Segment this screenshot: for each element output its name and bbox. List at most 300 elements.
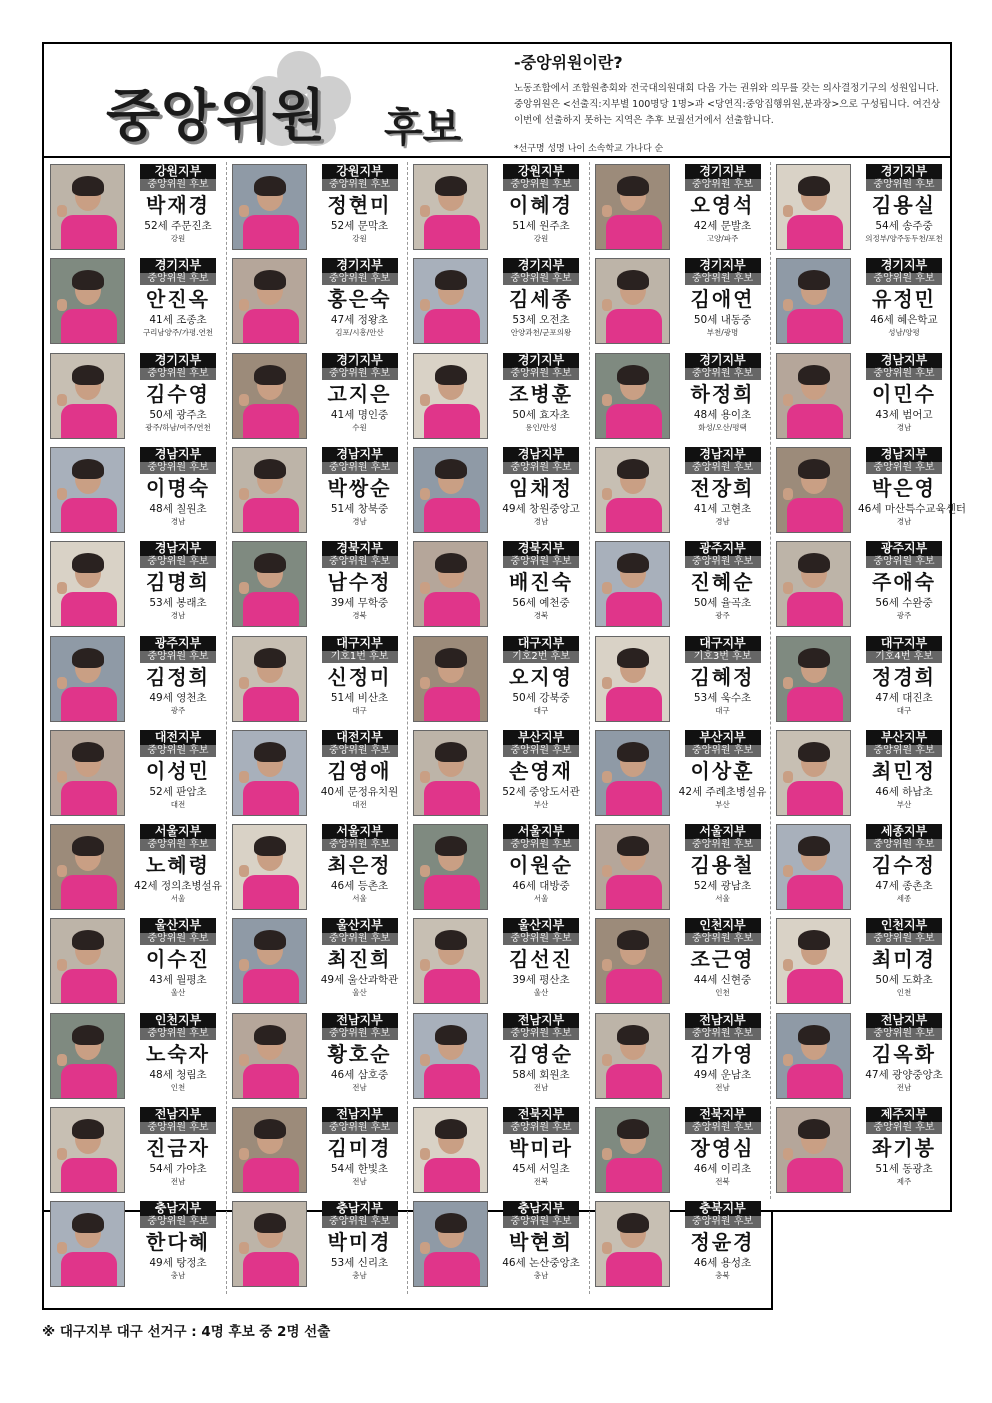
candidate-info [314, 164, 406, 245]
candidate-name: 남수정 [327, 570, 392, 595]
candidate-branch: 인천지부 [685, 918, 761, 933]
candidate-age-school: 41세 조종초 [149, 314, 207, 327]
candidate-photo [232, 164, 307, 250]
candidate-card [772, 1105, 952, 1195]
candidate-region: 전남 [170, 1177, 186, 1186]
candidate-name: 김영애 [327, 758, 392, 783]
candidate-role: 중앙위원 후보 [140, 651, 216, 663]
candidate-card [409, 1105, 589, 1195]
candidate-role: 중앙위원 후보 [140, 462, 216, 474]
candidate-photo [413, 730, 488, 816]
candidate-card [228, 1011, 408, 1101]
candidate-name: 오영석 [690, 193, 755, 217]
candidate-age-school: 47세 정왕초 [330, 314, 389, 327]
candidate-name: 박쌍순 [327, 475, 392, 500]
candidate-role: 중앙위원 후보 [866, 745, 942, 757]
candidate-age-school: 53세 오전초 [512, 314, 570, 327]
candidate-age-school: 54세 가야초 [149, 1163, 207, 1175]
candidate-region: 인천 [715, 988, 730, 998]
candidate-age-school: 52세 광남초 [693, 880, 752, 893]
candidate-info [314, 1013, 406, 1094]
candidate-branch: 경기지부 [685, 258, 761, 273]
candidate-branch: 경기지부 [866, 258, 942, 273]
candidate-role: 중앙위원 후보 [140, 1122, 216, 1134]
candidate-branch: 전남지부 [503, 1013, 579, 1028]
info-heading: -중앙위원이란? [514, 53, 623, 72]
candidate-age-school: 51세 동광초 [875, 1163, 933, 1175]
candidate-name: 박미경 [327, 1230, 392, 1255]
candidate-region: 울산 [533, 988, 549, 998]
candidate-card [772, 916, 952, 1006]
candidate-region: 충북 [715, 1271, 730, 1281]
candidate-name: 고지은 [327, 381, 392, 406]
candidate-card [409, 1199, 589, 1289]
candidate-branch: 경북지부 [503, 541, 579, 556]
candidate-region: 강원 [352, 234, 367, 243]
candidate-photo [776, 824, 851, 910]
candidate-role: 중앙위원 후보 [322, 179, 398, 191]
candidate-card [409, 351, 589, 441]
candidate-card [591, 351, 771, 441]
candidate-info [495, 824, 587, 905]
candidate-branch: 충남지부 [503, 1201, 579, 1216]
candidate-photo [595, 447, 670, 533]
candidate-role: 중앙위원 후보 [322, 839, 398, 851]
candidate-info [495, 258, 587, 339]
candidate-card [46, 1199, 226, 1289]
candidate-info [858, 730, 950, 811]
candidate-role: 중앙위원 후보 [322, 368, 398, 380]
candidate-name: 노혜령 [146, 853, 210, 878]
candidate-name: 김수정 [872, 853, 936, 878]
candidate-branch: 강원지부 [140, 164, 216, 179]
footer-note: ※ 대구지부 대구 선거구 : 4명 후보 중 2명 선출 [42, 1324, 331, 1340]
candidate-name: 진금자 [146, 1136, 210, 1160]
candidate-age-school: 46세 마산특수교육센터 [858, 502, 966, 515]
candidate-branch: 서울지부 [322, 824, 398, 839]
candidate-age-school: 39세 무학중 [330, 597, 389, 610]
candidate-card [46, 162, 226, 252]
candidate-region: 울산 [170, 988, 186, 998]
candidate-info [858, 446, 966, 528]
candidate-branch: 경남지부 [140, 447, 216, 462]
candidate-branch: 충남지부 [322, 1201, 398, 1216]
candidate-branch: 대구지부 [322, 636, 398, 651]
candidate-photo [776, 730, 851, 816]
candidate-name: 김가영 [690, 1041, 755, 1066]
candidate-card [46, 916, 226, 1006]
candidate-age-school: 56세 예천중 [512, 597, 570, 610]
candidate-region: 강원 [533, 234, 549, 243]
candidate-branch: 서울지부 [140, 824, 216, 839]
candidate-name: 전장희 [690, 475, 755, 500]
candidate-card [409, 634, 589, 724]
candidate-branch: 경기지부 [503, 258, 579, 273]
candidate-age-school: 42세 주례초병설유 [678, 785, 767, 798]
candidate-branch: 전남지부 [140, 1107, 216, 1122]
candidate-role: 중앙위원 후보 [322, 933, 398, 945]
candidate-age-school: 50세 광주초 [149, 408, 207, 421]
candidate-branch: 제주지부 [866, 1107, 942, 1122]
candidate-info [858, 824, 950, 905]
candidate-role: 중앙위원 후보 [685, 179, 761, 191]
candidate-branch: 대전지부 [140, 730, 216, 745]
candidate-name: 김선진 [509, 947, 573, 972]
candidate-age-school: 49세 창원중앙고 [502, 502, 580, 515]
candidate-info [677, 353, 769, 434]
candidate-branch: 경기지부 [866, 164, 942, 179]
candidate-info [858, 918, 950, 999]
candidate-card [228, 1199, 408, 1289]
candidate-photo [413, 1107, 488, 1193]
candidate-age-school: 50세 강북중 [512, 691, 570, 704]
candidate-info [677, 918, 769, 999]
candidate-age-school: 53세 신리초 [330, 1257, 389, 1270]
candidate-role: 중앙위원 후보 [322, 1028, 398, 1040]
candidate-region: 전남 [715, 1082, 730, 1092]
candidate-branch: 세종지부 [866, 824, 942, 839]
candidate-photo [232, 636, 307, 722]
candidate-card [772, 539, 952, 629]
candidate-name: 임채정 [509, 475, 573, 500]
candidate-age-school: 43세 월평초 [149, 974, 207, 987]
candidate-card [409, 822, 589, 912]
candidate-photo [595, 730, 670, 816]
candidate-photo [50, 730, 125, 816]
candidate-card [409, 445, 589, 535]
candidate-card [591, 822, 771, 912]
candidate-photo [413, 918, 488, 1004]
candidate-age-school: 47세 광양중앙초 [865, 1068, 943, 1081]
candidate-region: 성남/양평 [888, 328, 920, 338]
candidate-name: 노숙자 [146, 1041, 210, 1066]
candidate-name: 조병훈 [509, 381, 573, 406]
candidate-name: 정윤경 [690, 1230, 755, 1255]
candidate-name: 이원순 [509, 853, 573, 878]
candidate-info [495, 541, 587, 622]
candidate-info [314, 1107, 406, 1188]
candidate-photo [413, 164, 488, 250]
column-divider [407, 162, 408, 1294]
candidate-name: 김영순 [509, 1041, 573, 1066]
candidate-info [132, 447, 224, 528]
candidate-age-school: 48세 청림초 [149, 1068, 207, 1081]
candidate-role: 중앙위원 후보 [140, 1216, 216, 1228]
candidate-branch: 경기지부 [322, 353, 398, 368]
candidate-card [228, 256, 408, 346]
candidate-branch: 경남지부 [866, 353, 942, 368]
candidate-branch: 부산지부 [503, 730, 579, 745]
candidate-name: 장영심 [690, 1136, 755, 1160]
candidate-card [46, 1105, 226, 1195]
candidate-role: 기호3번 후보 [685, 651, 761, 663]
candidate-name: 안진옥 [146, 287, 210, 312]
candidate-card [409, 1011, 589, 1101]
candidate-name: 이민수 [872, 381, 936, 406]
candidate-info [132, 1107, 224, 1188]
candidate-role: 중앙위원 후보 [685, 1216, 761, 1228]
candidate-name: 이명숙 [146, 475, 210, 500]
candidate-card [591, 256, 771, 346]
candidate-region: 구리남양주/가평.연천 [142, 328, 214, 338]
candidate-card [228, 351, 408, 441]
candidate-role: 중앙위원 후보 [503, 273, 579, 285]
candidate-info [132, 541, 224, 622]
candidate-photo [50, 353, 125, 439]
candidate-name: 박재경 [146, 193, 210, 217]
column-divider [226, 162, 227, 1294]
candidate-photo [595, 1107, 670, 1193]
candidate-branch: 대전지부 [322, 730, 398, 745]
candidate-name: 이혜경 [509, 193, 573, 217]
candidate-role: 기호4번 후보 [866, 651, 942, 663]
candidate-card [46, 1011, 226, 1101]
candidate-card [591, 1105, 771, 1195]
candidate-name: 최민정 [872, 758, 936, 783]
candidate-name: 이성민 [146, 758, 210, 783]
page-title-suffix: 후보 [384, 105, 462, 151]
candidate-region: 김포/시흥/안산 [335, 328, 384, 338]
candidate-info [314, 824, 406, 905]
candidate-region: 경남 [170, 611, 186, 621]
candidate-region: 경북 [533, 611, 549, 621]
candidate-age-school: 53세 욱수초 [693, 691, 752, 704]
candidate-age-school: 58세 회원초 [512, 1068, 570, 1081]
candidate-info [132, 1013, 224, 1094]
candidate-name: 이상훈 [690, 758, 755, 783]
candidate-region: 경남 [715, 516, 730, 526]
candidate-role: 중앙위원 후보 [140, 839, 216, 851]
candidate-photo [776, 1107, 851, 1193]
candidate-photo [413, 258, 488, 344]
page-header [44, 44, 950, 158]
candidate-name: 최진희 [327, 947, 392, 972]
candidate-photo [776, 918, 851, 1004]
candidate-role: 중앙위원 후보 [685, 933, 761, 945]
candidate-branch: 전남지부 [322, 1107, 398, 1122]
candidate-role: 중앙위원 후보 [322, 273, 398, 285]
candidate-name: 홍은숙 [327, 287, 392, 312]
candidate-card [409, 162, 589, 252]
candidate-region: 대전 [352, 799, 367, 809]
candidate-card [772, 1011, 952, 1101]
info-box [514, 50, 944, 154]
candidate-age-school: 42세 문발초 [693, 220, 752, 232]
candidate-photo [232, 447, 307, 533]
candidate-info [677, 1013, 769, 1094]
candidate-name: 한다혜 [146, 1230, 210, 1255]
candidate-photo [776, 353, 851, 439]
candidate-photo [50, 258, 125, 344]
candidate-card [46, 539, 226, 629]
candidate-role: 중앙위원 후보 [503, 462, 579, 474]
candidate-age-school: 46세 등촌초 [330, 880, 389, 893]
candidate-branch: 대구지부 [503, 636, 579, 651]
candidate-info [495, 1107, 587, 1188]
candidate-region: 울산 [352, 988, 367, 998]
candidate-region: 충남 [352, 1271, 367, 1281]
candidate-region: 충남 [170, 1271, 186, 1281]
candidate-info [314, 636, 406, 717]
candidate-role: 중앙위원 후보 [685, 745, 761, 757]
candidate-role: 중앙위원 후보 [685, 839, 761, 851]
candidate-region: 서울 [352, 894, 367, 904]
candidate-name: 최은정 [327, 853, 392, 878]
candidate-age-school: 47세 대진초 [875, 691, 933, 704]
candidate-name: 박미라 [509, 1136, 573, 1160]
candidate-photo [776, 258, 851, 344]
candidate-name: 좌기봉 [872, 1136, 936, 1160]
candidate-info [314, 541, 406, 622]
candidate-age-school: 51세 창북중 [330, 502, 389, 515]
candidate-region: 대전 [170, 799, 186, 809]
candidate-info [495, 1201, 587, 1282]
candidate-card [772, 728, 952, 818]
candidate-role: 중앙위원 후보 [866, 1028, 942, 1040]
candidate-branch: 강원지부 [322, 164, 398, 179]
candidate-info [858, 1107, 950, 1188]
candidate-branch: 울산지부 [322, 918, 398, 933]
candidate-photo [413, 824, 488, 910]
candidate-region: 안양과천/군포의왕 [510, 328, 572, 338]
candidate-age-school: 46세 하남초 [875, 785, 933, 798]
candidate-age-school: 56세 수완중 [875, 597, 933, 610]
candidate-grid [46, 162, 966, 1310]
candidate-role: 중앙위원 후보 [866, 839, 942, 851]
candidate-name: 이수진 [146, 947, 210, 972]
candidate-region: 대구 [533, 705, 549, 715]
candidate-region: 대구 [896, 705, 912, 715]
candidate-age-school: 54세 한빛초 [330, 1163, 389, 1175]
candidate-photo [50, 447, 125, 533]
candidate-region: 전남 [352, 1082, 367, 1092]
candidate-age-school: 45세 서일초 [512, 1163, 570, 1175]
candidate-name: 정경희 [872, 664, 936, 689]
candidate-photo [595, 636, 670, 722]
candidate-region: 고양/파주 [706, 234, 739, 243]
candidate-role: 중앙위원 후보 [140, 273, 216, 285]
candidate-card [591, 916, 771, 1006]
candidate-role: 중앙위원 후보 [866, 1122, 942, 1134]
candidate-age-school: 44세 신현중 [693, 974, 752, 987]
candidate-card [409, 728, 589, 818]
candidate-photo [413, 1201, 488, 1287]
candidate-age-school: 46세 대방중 [512, 880, 570, 893]
candidate-region: 부천/광명 [706, 328, 739, 338]
candidate-photo [776, 1013, 851, 1099]
candidate-age-school: 49세 운남초 [693, 1068, 752, 1081]
candidate-branch: 인천지부 [866, 918, 942, 933]
candidate-role: 중앙위원 후보 [685, 462, 761, 474]
candidate-card [228, 822, 408, 912]
candidate-card [46, 822, 226, 912]
candidate-photo [595, 258, 670, 344]
candidate-name: 김애연 [690, 287, 755, 312]
candidate-role: 중앙위원 후보 [866, 556, 942, 568]
candidate-role: 중앙위원 후보 [503, 179, 579, 191]
candidate-role: 중앙위원 후보 [866, 179, 942, 191]
candidate-region: 광주 [896, 611, 912, 621]
candidate-region: 인천 [896, 988, 912, 998]
candidate-age-school: 52세 문막초 [330, 220, 389, 232]
candidate-info [495, 164, 587, 245]
candidate-photo [50, 824, 125, 910]
candidate-branch: 전남지부 [866, 1013, 942, 1028]
candidate-card [46, 634, 226, 724]
candidate-photo [776, 164, 851, 250]
candidate-age-school: 41세 고현초 [693, 502, 752, 515]
candidate-branch: 경기지부 [685, 353, 761, 368]
candidate-card [46, 351, 226, 441]
candidate-age-school: 49세 울산과학관 [320, 974, 399, 987]
candidate-info [495, 1013, 587, 1094]
candidate-region: 대구 [715, 705, 730, 715]
candidate-branch: 광주지부 [866, 541, 942, 556]
candidate-info [132, 258, 224, 339]
candidate-role: 중앙위원 후보 [685, 368, 761, 380]
candidate-card [409, 256, 589, 346]
candidate-region: 전남 [352, 1177, 367, 1186]
candidate-info [495, 636, 587, 717]
candidate-info [314, 353, 406, 434]
candidate-region: 경남 [352, 516, 367, 526]
candidate-age-school: 50세 내동중 [693, 314, 752, 327]
candidate-card [591, 445, 771, 535]
candidate-card [591, 1011, 771, 1101]
candidate-card [591, 539, 771, 629]
candidate-photo [413, 447, 488, 533]
candidate-role: 중앙위원 후보 [322, 556, 398, 568]
candidate-info [677, 258, 769, 339]
candidate-info [677, 730, 769, 811]
candidate-info [677, 1201, 769, 1282]
candidate-info [314, 258, 406, 339]
candidate-info [677, 1107, 769, 1188]
candidate-role: 중앙위원 후보 [866, 933, 942, 945]
candidate-card [772, 634, 952, 724]
candidate-age-school: 46세 혜은학교 [870, 314, 938, 327]
candidate-region: 경남 [533, 516, 549, 526]
candidate-age-school: 52세 판암초 [149, 785, 207, 798]
info-note: *선구명 성명 나이 소속학교 가나다 순 [514, 144, 664, 154]
candidate-role: 중앙위원 후보 [503, 1028, 579, 1040]
candidate-region: 경남 [896, 516, 912, 526]
candidate-branch: 전북지부 [685, 1107, 761, 1122]
candidate-photo [595, 1201, 670, 1287]
candidate-age-school: 42세 정의초병설유 [134, 880, 222, 893]
candidate-info [132, 918, 224, 999]
candidate-photo [595, 353, 670, 439]
candidate-age-school: 46세 삼호중 [330, 1068, 389, 1081]
candidate-age-school: 41세 명인중 [330, 408, 389, 421]
candidate-branch: 경기지부 [322, 258, 398, 273]
candidate-photo [776, 636, 851, 722]
candidate-info [132, 1201, 224, 1282]
candidate-region: 부산 [533, 799, 549, 809]
candidate-role: 중앙위원 후보 [140, 179, 216, 191]
candidate-branch: 강원지부 [503, 164, 579, 179]
candidate-branch: 울산지부 [140, 918, 216, 933]
candidate-card [772, 445, 966, 535]
candidate-role: 중앙위원 후보 [322, 1216, 398, 1228]
candidate-card [228, 539, 408, 629]
candidate-card [772, 822, 952, 912]
candidate-card [228, 445, 408, 535]
candidate-name: 오지영 [509, 664, 573, 689]
candidate-photo [232, 258, 307, 344]
candidate-name: 배진숙 [509, 570, 573, 595]
candidate-card [46, 256, 226, 346]
